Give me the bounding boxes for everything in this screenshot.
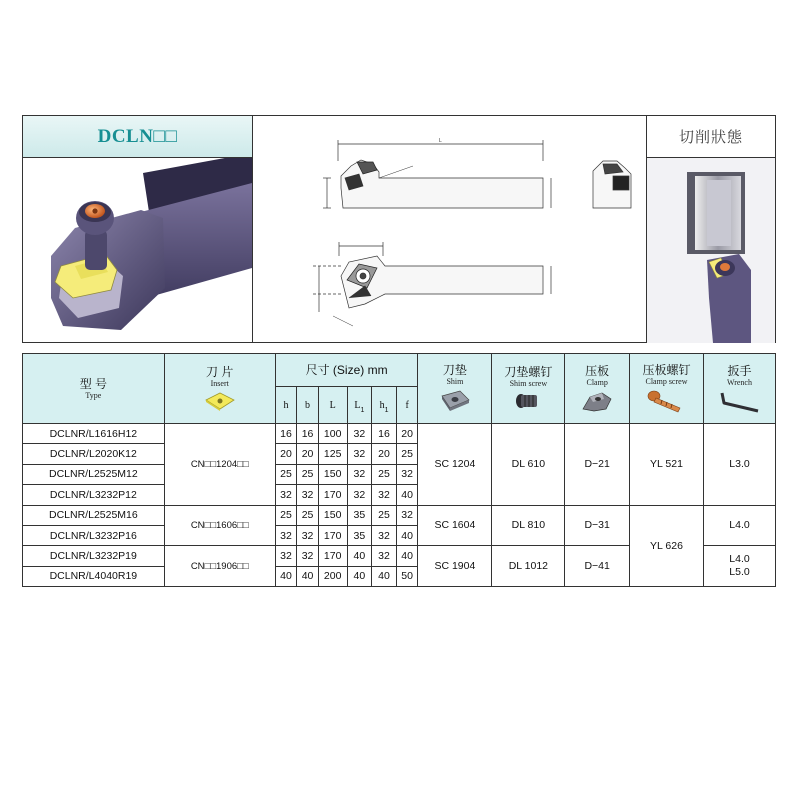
clamp-screw-header-en: Clamp screw: [645, 376, 688, 386]
type-cell: DCLNR/L2525M16: [23, 505, 165, 525]
clamp-screw-icon: [646, 388, 686, 414]
dim-cell: 170: [318, 546, 347, 566]
cutting-state-bar: [647, 116, 775, 158]
type-header-en: Type: [85, 390, 102, 400]
dim-cell: 32: [396, 464, 418, 484]
shim-screw-header: [492, 354, 565, 424]
dim-cell: 25: [297, 505, 319, 525]
shim-screw-header-cn: 刀垫螺钉: [504, 364, 553, 379]
dim-cell: 40: [396, 546, 418, 566]
shim-screw-cell: DL 810: [492, 505, 565, 546]
dim-f-header: f: [396, 387, 418, 424]
shim-icon: [438, 388, 472, 414]
clamp-screw-cell: YL 626: [630, 505, 704, 587]
wrench-header-cn: 扳手: [727, 363, 752, 378]
dim-cell: 125: [318, 444, 347, 464]
dim-cell: 40: [297, 566, 319, 586]
clamp-screw-cell: YL 521: [630, 424, 704, 506]
dim-cell: 25: [396, 444, 418, 464]
dim-cell: 170: [318, 485, 347, 505]
insert-icon: [204, 390, 236, 412]
dim-cell: 40: [396, 525, 418, 545]
wrench-cell: L4.0: [703, 505, 775, 546]
dim-cell: 32: [372, 546, 397, 566]
insert-header-cn: 刀 片: [206, 364, 234, 379]
clamp-cell: D−31: [565, 505, 630, 546]
dim-cell: 32: [297, 546, 319, 566]
dim-cell: 32: [275, 546, 297, 566]
type-cell: DCLNR/L4040R19: [23, 566, 165, 586]
dim-cell: 32: [297, 485, 319, 505]
shim-cell: SC 1604: [418, 505, 492, 546]
dim-cell: 100: [318, 424, 347, 444]
technical-drawing-icon: [253, 116, 646, 342]
dim-cell: 32: [347, 444, 372, 464]
type-cell: DCLNR/L3232P12: [23, 485, 165, 505]
wrench-header-en: Wrench: [726, 377, 752, 387]
shim-cell: SC 1204: [418, 424, 492, 506]
table-row: [23, 505, 776, 525]
dim-cell: 50: [396, 566, 418, 586]
dim-cell: 20: [275, 444, 297, 464]
cutting-state-title: 切削狀態: [678, 129, 743, 146]
insert-header-en: Insert: [210, 378, 229, 388]
model-title: DCLN□□: [97, 125, 178, 147]
insert-header: [164, 354, 275, 424]
wrench-icon: [716, 389, 762, 413]
shim-header-en: Shim: [446, 376, 464, 386]
shim-cell: SC 1904: [418, 546, 492, 587]
type-header-cn: 型 号: [79, 376, 108, 391]
dim-cell: 25: [275, 505, 297, 525]
shim-screw-header-en: Shim screw: [509, 378, 548, 388]
dim-l1-header: $L_1$: [347, 387, 372, 424]
clamp-header-en: Clamp: [586, 377, 608, 387]
dim-l-header: L: [318, 387, 347, 424]
dim-cell: 40: [396, 485, 418, 505]
clamp-screw-header: [630, 354, 704, 424]
type-cell: DCLNR/L1616H12: [23, 424, 165, 444]
dim-cell: 40: [347, 566, 372, 586]
dim-cell: 32: [275, 525, 297, 545]
dim-cell: 150: [318, 505, 347, 525]
wrench-cell: [703, 546, 775, 587]
table-row: [23, 424, 776, 444]
dim-cell: 40: [275, 566, 297, 586]
type-cell: DCLNR/L3232P16: [23, 525, 165, 545]
type-cell: DCLNR/L3232P19: [23, 546, 165, 566]
wrench-cell: L3.0: [703, 424, 775, 506]
dim-cell: 16: [275, 424, 297, 444]
wrench-value: L5.0: [729, 566, 750, 579]
svg-text:L: L: [439, 138, 442, 144]
cutting-state-illustration-icon: [647, 158, 775, 343]
dim-cell: 20: [297, 444, 319, 464]
specification-table: [22, 353, 776, 587]
size-header: [275, 354, 418, 387]
dim-cell: 25: [372, 464, 397, 484]
product-header-panel: [22, 115, 776, 343]
technical-drawing-cell: [253, 116, 647, 342]
clamp-cell: D−21: [565, 424, 630, 506]
dim-cell: 32: [297, 525, 319, 545]
dim-cell: 150: [318, 464, 347, 484]
dim-cell: 25: [372, 505, 397, 525]
shim-header-cn: 刀垫: [442, 362, 467, 377]
dim-cell: 32: [347, 424, 372, 444]
wrench-value: L4.0: [729, 553, 750, 566]
shim-screw-cell: DL 1012: [492, 546, 565, 587]
shim-screw-cell: DL 610: [492, 424, 565, 506]
dim-cell: 170: [318, 525, 347, 545]
clamp-header-cn: 压板: [585, 363, 610, 378]
shim-header: [418, 354, 492, 424]
dim-cell: 32: [347, 485, 372, 505]
dim-cell: 25: [275, 464, 297, 484]
tool-holder-render-icon: [23, 158, 252, 343]
dim-cell: 35: [347, 505, 372, 525]
size-header-label: 尺寸 (Size) mm: [305, 362, 388, 377]
wrench-header: [703, 354, 775, 424]
dim-b-header: b: [297, 387, 319, 424]
dim-cell: 32: [396, 505, 418, 525]
dim-cell: 16: [372, 424, 397, 444]
dim-cell: 35: [347, 525, 372, 545]
clamp-icon: [580, 389, 614, 413]
insert-cell: CN□□1906□□: [164, 546, 275, 587]
dim-h-header: h: [275, 387, 297, 424]
dim-cell: 32: [347, 464, 372, 484]
dim-h1-header: $h_1$: [372, 387, 397, 424]
dim-cell: 32: [372, 525, 397, 545]
tool-photo-cell: [23, 116, 253, 342]
clamp-header: [565, 354, 630, 424]
dim-cell: 40: [347, 546, 372, 566]
model-title-bar: [23, 116, 252, 158]
insert-cell: CN□□1204□□: [164, 424, 275, 506]
dim-cell: 32: [372, 485, 397, 505]
shim-screw-icon: [513, 390, 543, 412]
dim-cell: 32: [275, 485, 297, 505]
cutting-state-cell: [647, 116, 775, 342]
type-cell: DCLNR/L2020K12: [23, 444, 165, 464]
dim-cell: 20: [396, 424, 418, 444]
type-header: [23, 354, 165, 424]
dim-cell: 40: [372, 566, 397, 586]
dim-cell: 20: [372, 444, 397, 464]
clamp-screw-header-cn: 压板螺钉: [642, 362, 691, 377]
insert-cell: CN□□1606□□: [164, 505, 275, 546]
dim-cell: 25: [297, 464, 319, 484]
dim-cell: 16: [297, 424, 319, 444]
dim-cell: 200: [318, 566, 347, 586]
type-cell: DCLNR/L2525M12: [23, 464, 165, 484]
clamp-cell: D−41: [565, 546, 630, 587]
